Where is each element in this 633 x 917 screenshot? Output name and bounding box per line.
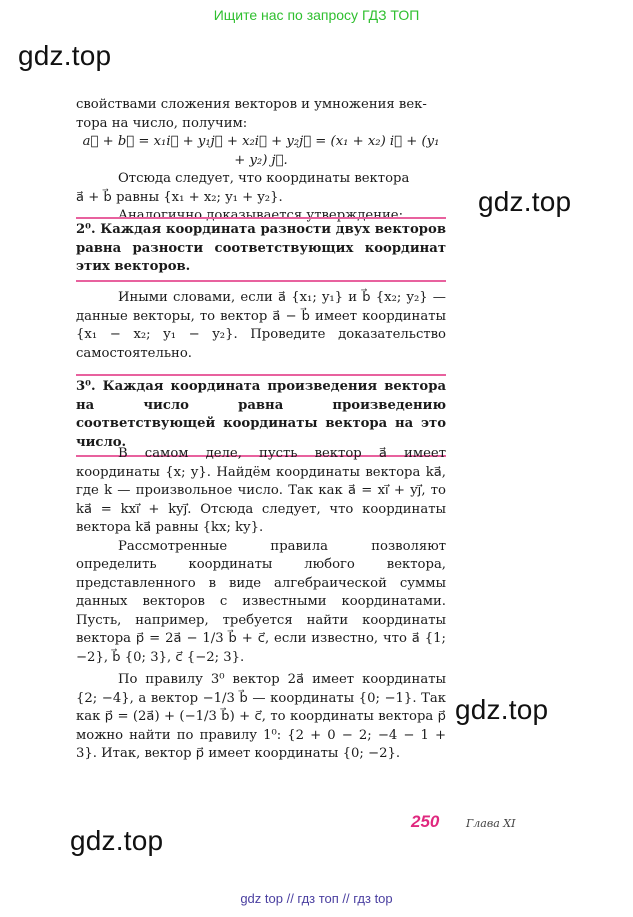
paragraph-line: Отсюда следует, что координаты вектора — [118, 171, 410, 186]
paragraph-3 — [76, 445, 446, 764]
paragraph-text: Рассмотренные правила позволяют определить координаты любого вектора, представленного в виде алгебраической суммы данных векторов с известными координатами. Пусть, например, требуется найти координаты вектора p⃗ = 2a⃗ − 1/3 b⃗ + c⃗, если известно, что a⃗ {1; −2}, b⃗ {0; 3}, c⃗ {−2; 3}. — [76, 538, 446, 665]
formula-sum: a⃗ + b⃗ = x₁i⃗ + y₁j⃗ + x₂i⃗ + y₂j⃗ = (x₁ + x₂) i⃗ + (y₁ + y₂) j⃗. — [82, 134, 440, 168]
theorem-text: 2⁰. Каждая координата разности двух векторов равна разности соответствующих координат этих векторов. — [76, 217, 446, 282]
watermark: gdz.top — [18, 40, 112, 71]
paragraph-text: По правилу 3⁰ вектор 2a⃗ имеет координаты {2; −4}, а вектор −1/3 b⃗ — координаты {0; −1}. Так как p⃗ = (2a⃗) + (−1/3 b⃗) + c⃗, то координаты вектора p⃗ можно найти по правилу 1⁰: {2 + 0 − 2; −4 − 1 + 3}. Итак, вектор p⃗ имеет координаты {0; −2}. — [76, 672, 446, 761]
paragraph-line: тора на число, получим: — [76, 115, 248, 131]
page-number: 250 — [411, 812, 440, 831]
paragraph-line: свойствами сложения векторов и умножения век- — [76, 97, 427, 112]
footer-links[interactable]: gdz top // гдз топ // гдз top — [240, 891, 393, 906]
watermark: gdz.top — [70, 825, 164, 856]
paragraph-line: Аналогично доказывается утверждение: — [118, 208, 404, 223]
search-banner[interactable]: Ищите нас по запросу ГДЗ ТОП — [213, 7, 420, 23]
theorem-text: 3⁰. Каждая координата произведения вектора на число равна произведению соответствующей координаты вектора на это число. — [76, 374, 446, 457]
watermark: gdz.top — [478, 186, 572, 217]
watermark: gdz.top — [455, 694, 549, 725]
paragraph-text: В самом деле, пусть вектор a⃗ имеет координаты {x; y}. Найдём координаты вектора ka⃗, где k — произвольное число. Так как a⃗ = xi⃗ + yj⃗, то ka⃗ = kxi⃗ + kyj⃗. Отсюда следует, что координаты вектора ka⃗ равны {kx; ky}. — [76, 446, 446, 535]
theorem-2 — [76, 217, 446, 282]
paragraph-line: a⃗ + b⃗ равны {x₁ + x₂; y₁ + y₂}. — [76, 189, 283, 205]
paragraph-2 — [76, 289, 446, 363]
paragraph-text: Иными словами, если a⃗ {x₁; y₁} и b⃗ {x₂; y₂} — данные векторы, то вектор a⃗ − b⃗ имеет координаты {x₁ − x₂; y₁ − y₂}. Проведите доказательство самостоятельно. — [76, 290, 446, 361]
text-block-intro — [76, 96, 446, 226]
chapter-label: Глава XI — [466, 817, 516, 830]
